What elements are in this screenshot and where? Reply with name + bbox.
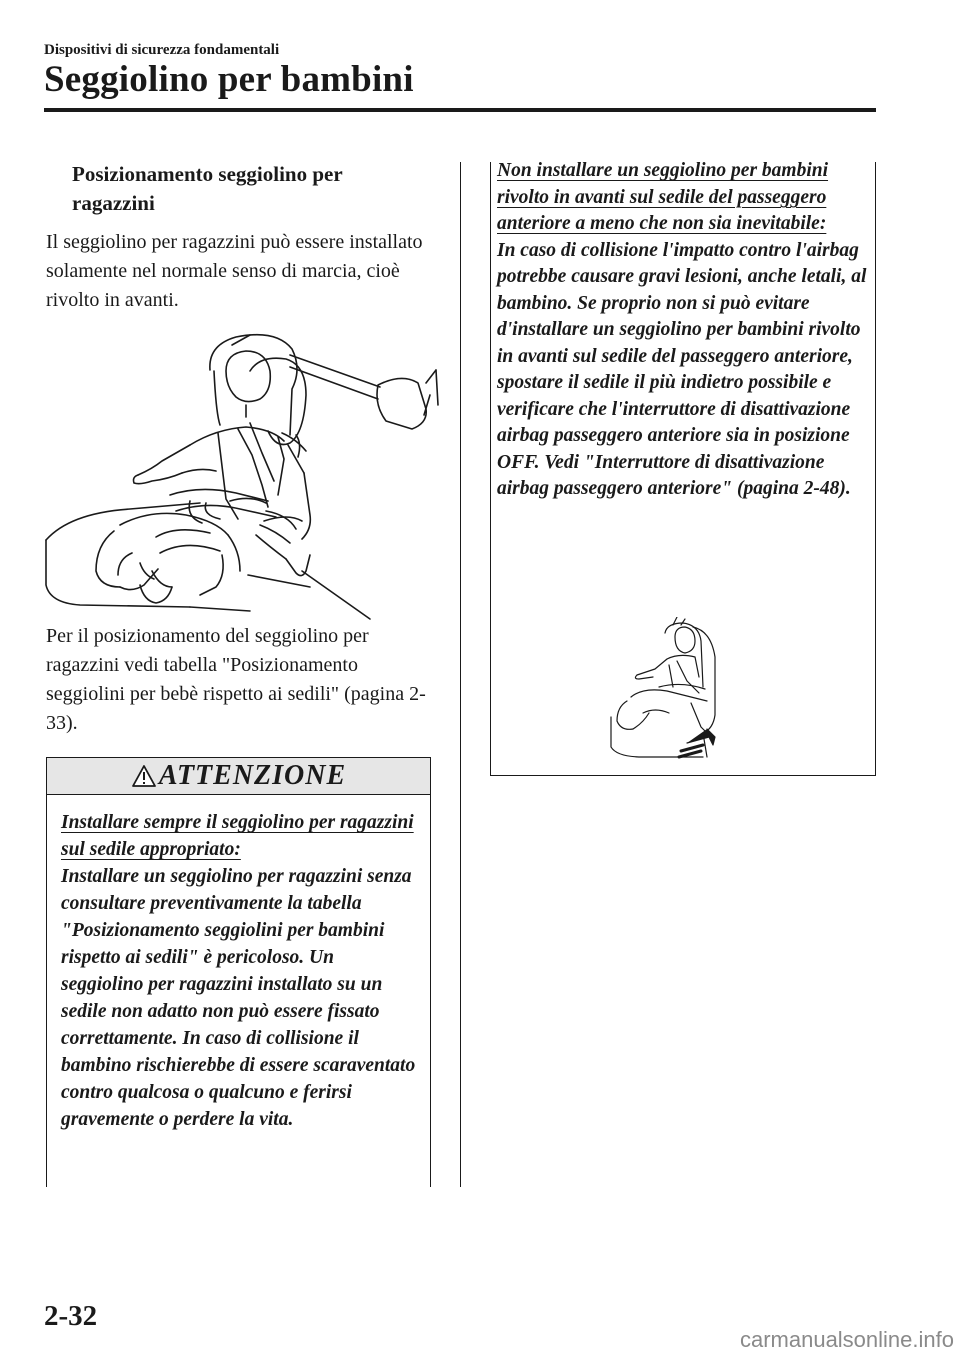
page-number: 2-32 <box>44 1300 98 1332</box>
front-seat-booster-illustration <box>603 617 723 767</box>
warning-text <box>61 809 421 1133</box>
warning-heading: Installare sempre il seggiolino per ragazzini sul sedile appropriato: <box>61 812 414 860</box>
column-divider <box>460 162 461 1187</box>
warning-header <box>47 757 430 795</box>
warning-body: Installare un seggiolino per ragazzini senza consultare preventivamente la tabella "Posizionamento seggiolini per bambini rispetto ai sedili" è pericoloso. Un seggiolino per ragazzini installato su un sedile non adatto non può essere fissato correttamente. In caso di collisione il bambino rischierebbe di essere scaraventato contro qualcosa o qualcuno e ferirsi gravemente o perdere la vita. <box>61 866 416 1130</box>
subheading: Posizionamento seggiolino per ragazzini <box>72 162 343 215</box>
right-warning-heading: Non installare un seggiolino per bambini rivolto in avanti sul sedile del passeggero anteriore a meno che non sia inevitabile: <box>497 160 829 234</box>
warning-title: ATTENZIONE <box>158 760 347 791</box>
intro-paragraph: Il seggiolino per ragazzini può essere installato solamente nel normale senso di marcia, cioè rivolto in avanti. <box>46 231 423 311</box>
reference-paragraph: Per il posizionamento del seggiolino per ragazzini vedi tabella "Posizionamento seggiolini per bebè rispetto ai sedili" (pagina 2-33). <box>46 625 426 734</box>
warning-box <box>46 757 431 1187</box>
section-label: Dispositivi di sicurezza fondamentali <box>44 42 280 58</box>
booster-seat-illustration <box>40 325 440 625</box>
right-warning-text <box>497 158 871 503</box>
watermark: carmanualsonline.info <box>739 1327 954 1352</box>
right-warning-body: In caso di collisione l'impatto contro l'airbag potrebbe causare gravi lesioni, anche letali, al bambino. Se proprio non si può evitare d'installare un seggiolino per bambini rivolto in avanti sul sedile del passeggero anteriore, spostare il sedile il più indietro possibile e verificare che l'interruttore di disattivazione airbag passeggero anteriore sia in posizione OFF. Vedi "Interruttore di disattivazione airbag passeggero anteriore" (pagina 2-48). <box>497 239 867 499</box>
warning-triangle-icon <box>131 764 157 788</box>
title-rule <box>44 108 876 112</box>
page-title: Seggiolino per bambini <box>44 59 414 100</box>
right-warning-box <box>490 162 876 776</box>
